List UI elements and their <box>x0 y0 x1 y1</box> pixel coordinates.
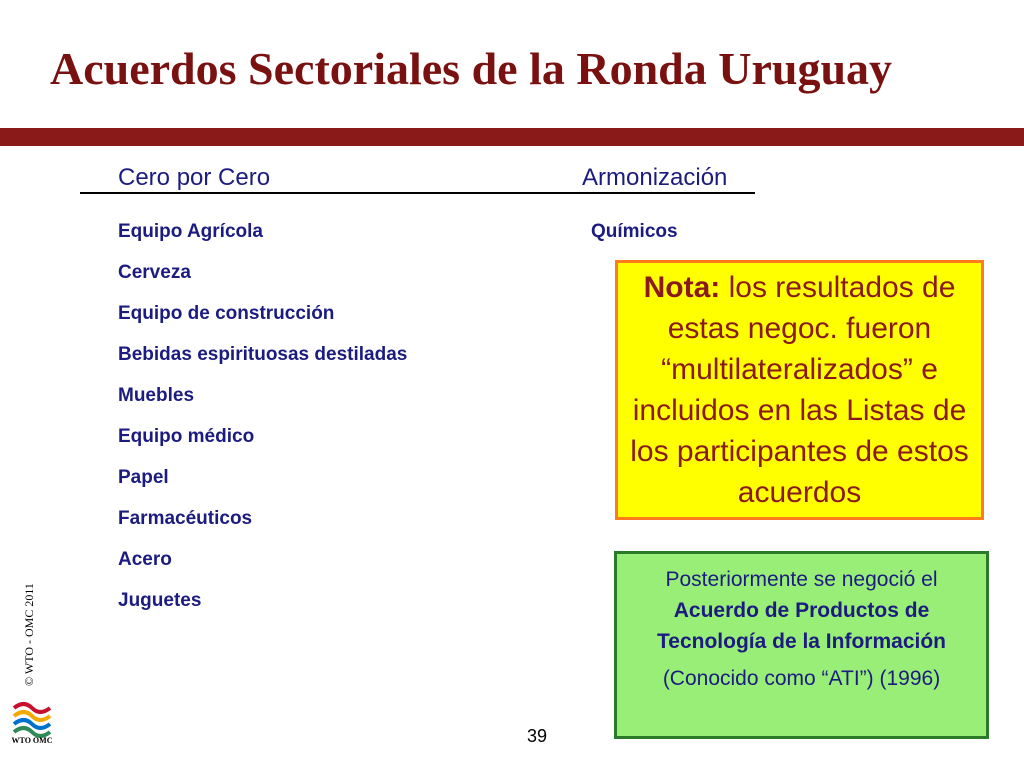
list-item: Acero <box>118 549 172 570</box>
ati-year-note: (Conocido como “ATI”) (1996) <box>662 667 941 690</box>
zero-for-zero-list <box>118 220 407 630</box>
copyright-notice: © WTO - OMC 2011 <box>22 583 36 686</box>
logo-caption: WTO OMC <box>11 736 53 745</box>
harmonization-item: Químicos <box>591 221 678 242</box>
ati-agreement-name: Acuerdo de Productos de Tecnología de la Información <box>657 599 946 653</box>
slide-title: Acuerdos Sectoriales de la Ronda Uruguay <box>50 43 893 94</box>
column-heading-rule <box>80 192 755 194</box>
ati-callout <box>614 551 989 739</box>
note-text: los resultados de estas negoc. fueron “multilateralizados” e incluidos en las Listas de los participantes de estos acuerdos <box>630 271 969 509</box>
page-number: 39 <box>527 726 548 746</box>
list-item: Cerveza <box>118 262 191 283</box>
list-item: Farmacéuticos <box>118 508 253 529</box>
column-heading-harmonization: Armonización <box>582 164 728 191</box>
list-item: Juguetes <box>118 590 202 611</box>
ati-intro: Posteriormente se negoció el <box>665 568 938 591</box>
list-item: Equipo Agrícola <box>118 221 263 242</box>
note-label: Nota: <box>643 271 721 304</box>
list-item: Muebles <box>118 385 195 406</box>
note-content <box>626 267 973 513</box>
note-callout <box>615 260 984 520</box>
column-heading-zero-for-zero: Cero por Cero <box>118 164 271 191</box>
list-item: Equipo médico <box>118 426 255 447</box>
title-underline-bar <box>0 128 1024 146</box>
list-item: Equipo de construcción <box>118 303 335 324</box>
list-item: Bebidas espirituosas destiladas <box>118 344 408 365</box>
list-item: Papel <box>118 467 169 488</box>
